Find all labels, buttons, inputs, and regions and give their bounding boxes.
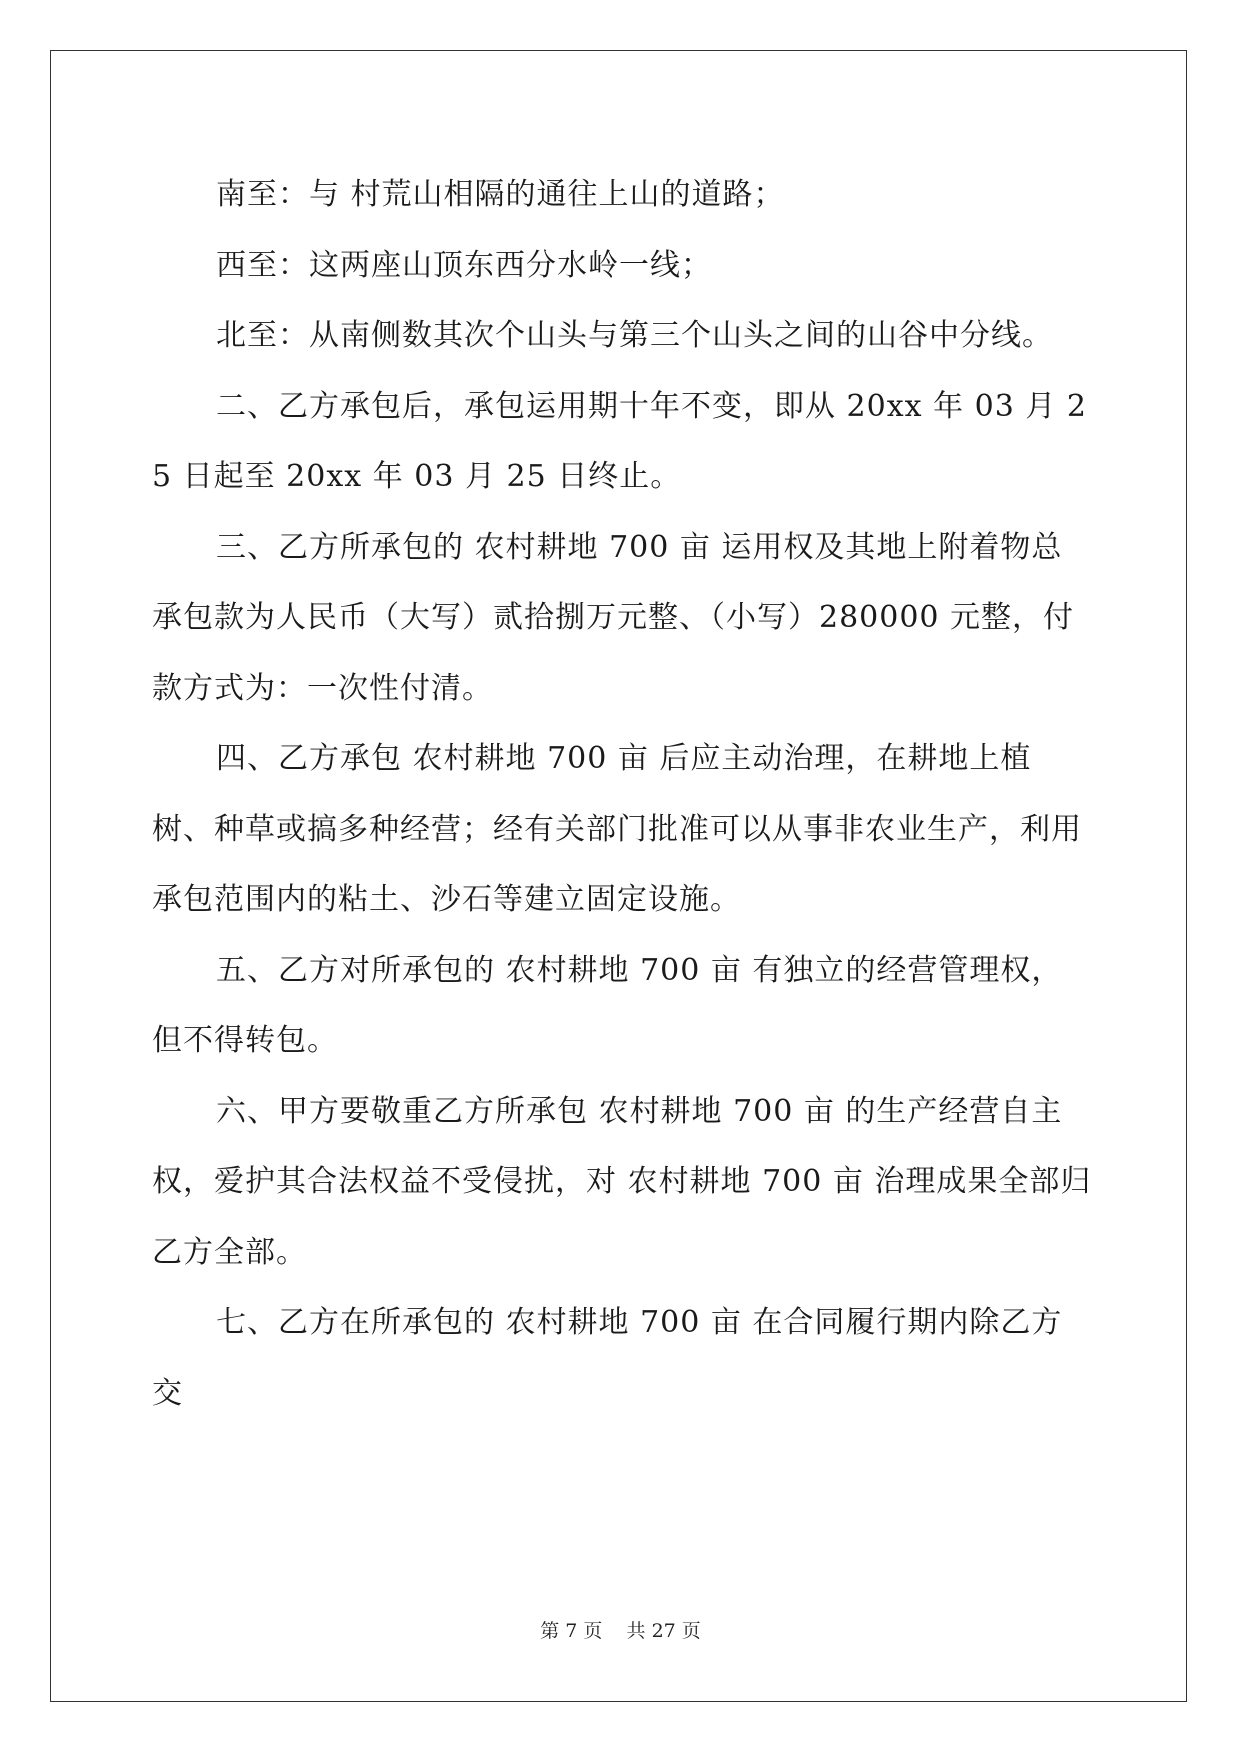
paragraph-clause-5: 五、乙方对所承包的 农村耕地 700 亩 有独立的经营管理权，但不得转包。	[152, 952, 1063, 1058]
paragraph-south-boundary: 南至：与 村荒山相隔的通往上山的道路；	[216, 177, 785, 212]
document-body	[152, 160, 1092, 1429]
paragraph-west-boundary: 西至：这两座山顶东西分水岭一线；	[216, 247, 712, 283]
paragraph-clause-2: 二、乙方承包后，承包运用期十年不变，即从 20xx 年 03 月 25 日起至 20xx 年 03 月 25 日终止。	[152, 388, 1087, 494]
paragraph-north-boundary: 北至：从南侧数其次个山头与第三个山头之间的山谷中分线。	[216, 318, 1053, 353]
paragraph-clause-4: 四、乙方承包 农村耕地 700 亩 后应主动治理，在耕地上植树、种草或搞多种经营；经有关部门批准可以从事非农业生产，利用承包范围内的粘土、沙石等建立固定设施。	[152, 741, 1082, 917]
paragraph-clause-3: 三、乙方所承包的 农村耕地 700 亩 运用权及其地上附着物总承包款为人民币（大写）贰拾捌万元整、（小写）280000 元整，付款方式为：一次性付清。	[152, 529, 1075, 706]
paragraph-clause-7: 七、乙方在所承包的 农村耕地 700 亩 在合同履行期内除乙方交	[152, 1305, 1063, 1411]
paragraph-clause-6: 六、甲方要敬重乙方所承包 农村耕地 700 亩 的生产经营自主权，爱护其合法权益不受侵扰，对 农村耕地 700 亩 治理成果全部归乙方全部。	[152, 1093, 1092, 1270]
page-number-footer: 第 7 页 共 27 页	[540, 1620, 701, 1642]
